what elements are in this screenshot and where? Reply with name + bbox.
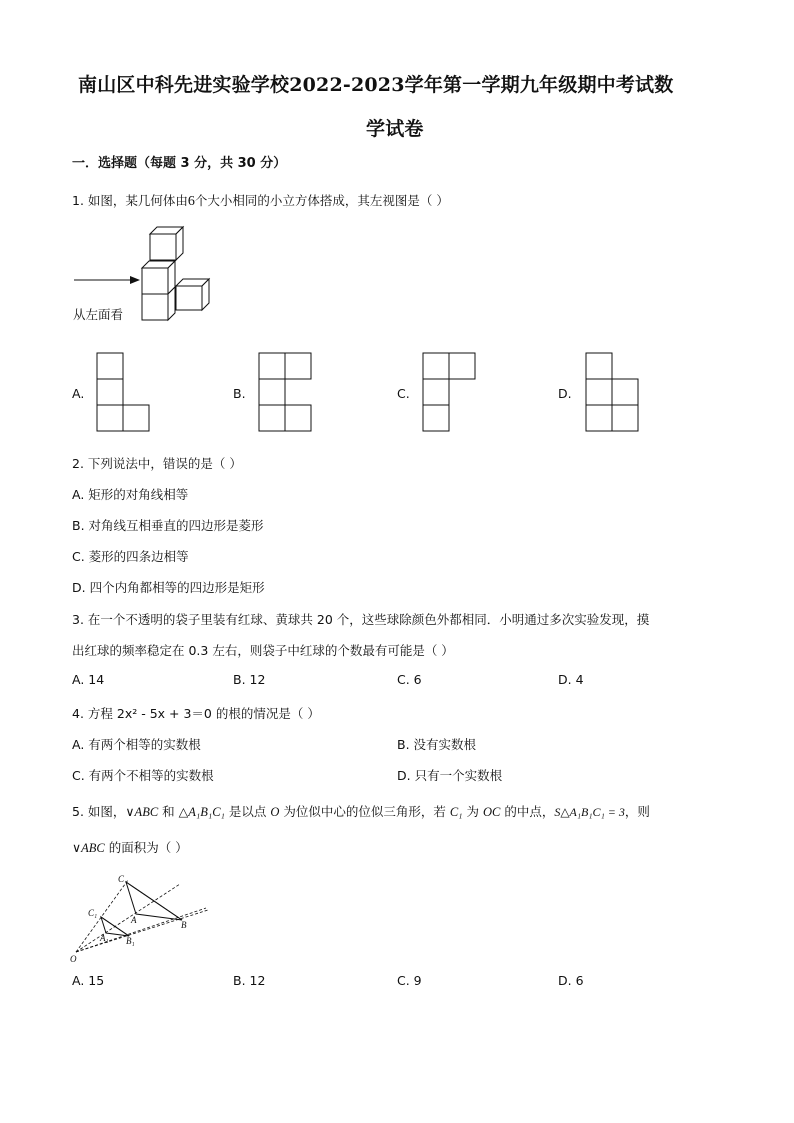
q5-math-o: O (270, 805, 280, 819)
q5-option-c[interactable]: C. 9 (397, 973, 422, 988)
q5-label-c: C (118, 874, 125, 884)
q1-option-c-label[interactable]: C. (397, 386, 410, 401)
q4-option-d[interactable]: D. 只有一个实数根 (397, 768, 503, 783)
q2-option-d[interactable]: D. 四个内角都相等的四边形是矩形 (72, 580, 265, 595)
q4-option-a[interactable]: A. 有两个相等的实数根 (72, 737, 201, 752)
page-title-line1: 南山区中科先进实验学校2022-2023学年第一学期九年级期中考试数 (78, 74, 674, 96)
q5-math-oc: OC (482, 805, 501, 819)
q5-text-c: 和 (158, 804, 179, 819)
q5-text-line2: 的面积为（ ） (104, 840, 188, 855)
q5-text-a: 5. 如图， (72, 804, 126, 819)
q1-option-b-figure (258, 352, 312, 432)
q1-option-a-label[interactable]: A. (72, 386, 85, 401)
q5-text-k: 的中点， (500, 804, 555, 819)
q5-math-c1: C₁ (449, 805, 463, 819)
q5-text-g: 为位似中心的位似三角形，若 (279, 804, 450, 819)
page-title-line2: 学试卷 (366, 118, 424, 140)
q1-figure-caption: 从左面看 (73, 307, 124, 322)
q5-option-d[interactable]: D. 6 (558, 973, 584, 988)
question-5-line2 (72, 838, 188, 856)
q1-option-c-figure (422, 352, 476, 432)
q2-option-b[interactable]: B. 对角线互相垂直的四边形是菱形 (72, 518, 264, 533)
q5-label-c1: C₁ (88, 908, 98, 918)
q1-option-d-figure (585, 352, 639, 432)
q1-option-a-figure (96, 352, 150, 432)
q4-option-b[interactable]: B. 没有实数根 (397, 737, 477, 752)
question-1-stem (72, 191, 449, 210)
question-2-stem: 2. 下列说法中，错误的是（ ） (72, 456, 242, 471)
q3-option-b[interactable]: B. 12 (233, 672, 266, 687)
q2-option-c[interactable]: C. 菱形的四条边相等 (72, 549, 189, 564)
q3-option-d[interactable]: D. 4 (558, 672, 584, 687)
q5-text-m: ，则 (624, 804, 650, 819)
q5-label-o: O (70, 954, 77, 964)
q1-option-d-label[interactable]: D. (558, 386, 572, 401)
q3-option-c[interactable]: C. 6 (397, 672, 422, 687)
q5-label-b: B (181, 920, 187, 930)
q1-number: 6 (187, 194, 195, 209)
q5-math-abc: ∨ABC (125, 805, 159, 819)
q1-prefix: 1. 如图，某几何体由 (72, 193, 188, 208)
q4-option-c[interactable]: C. 有两个不相等的实数根 (72, 768, 214, 783)
q5-homothety-figure (70, 870, 220, 965)
q5-math-a1b1c1: △A₁B₁C₁ (178, 805, 225, 819)
q5-option-b[interactable]: B. 12 (233, 973, 266, 988)
q1-suffix: 个大小相同的小立方体搭成，其左视图是（ ） (194, 193, 449, 208)
q5-label-a1: A₁ (100, 933, 109, 943)
q5-math-abc-2: ∨ABC (72, 841, 105, 855)
question-5-line1 (72, 802, 650, 820)
question-4-stem: 4. 方程 2x² - 5x + 3＝0 的根的情况是（ ） (72, 706, 320, 721)
q5-math-area: S△A₁B₁C₁ = 3 (554, 805, 625, 819)
q3-option-a[interactable]: A. 14 (72, 672, 105, 687)
section-heading: 一．选择题（每题 3 分，共 30 分） (72, 156, 287, 171)
question-3-line1: 3. 在一个不透明的袋子里装有红球、黄球共 20 个，这些球除颜色外都相同．小明通过多次实验发现，摸 (72, 612, 650, 627)
q5-label-a: A (131, 915, 137, 925)
q5-label-b1: B₁ (126, 936, 135, 946)
question-3-line2: 出红球的频率稳定在 0.3 左右，则袋子中红球的个数最有可能是（ ） (72, 643, 454, 658)
q5-text-i: 为 (462, 804, 483, 819)
q5-option-a[interactable]: A. 15 (72, 973, 105, 988)
q2-option-a[interactable]: A. 矩形的对角线相等 (72, 487, 189, 502)
q5-text-e: 是以点 (224, 804, 271, 819)
q1-option-b-label[interactable]: B. (233, 386, 246, 401)
